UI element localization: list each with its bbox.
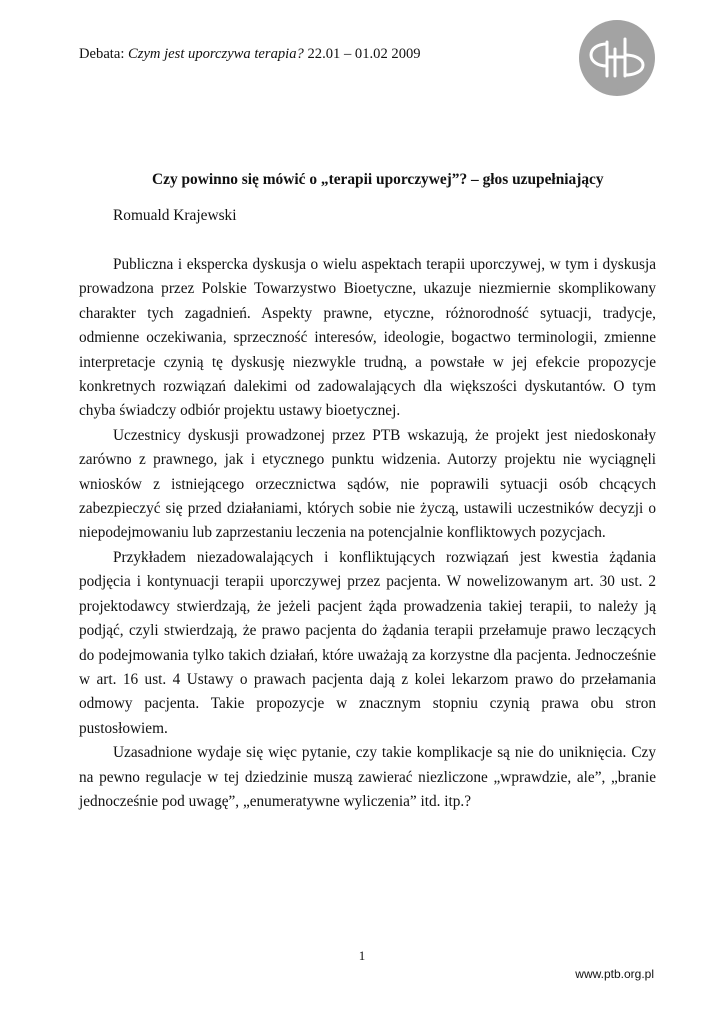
paragraph: Przykładem niezadowalających i konfliktujących rozwiązań jest kwestia żądania podjęcia i kontynuacji terapii uporczywej przez pacjenta. W nowelizowanym art. 30 ust. 2 projektodawcy stwierdzają, że jeżeli pacjent żąda prowadzenia takiej terapii, to należy ją podjąć, czyli stwierdzają, że prawo pacjenta do żądania terapii przełamuje prawo leczących do podejmowania tylko takich działań, które uważają za korzystne dla pacjenta. Jednocześnie w art. 16 ust. 4 Ustawy o prawach pacjenta dają z kolei lekarzom prawo do przełamania odmowy pacjenta. Takie propozycje w znacznym stopniu czynią prawa obu stron pustosłowiem. <box>79 548 656 737</box>
paragraph: Publiczna i ekspercka dyskusja o wielu aspektach terapii uporczywej, w tym i dyskusja prowadzona przez Polskie Towarzystwo Bioetyczne, ukazuje niezmiernie skomplikowany charakter tych zagadnień. Aspekty prawne, etyczne, różnorodność sytuacji, tradycje, odmienne oczekiwania, sprzeczność interesów, ideologie, bogactwo terminologii, zmienne interpretacje czynią tę dyskusję niezwykle trudną, a powstałe w jej efekcie propozycje konkretnych rozwiązań dalekimi od zadowalających dla większości dyskutantów. O tym chyba świadczy odbiór projektu ustawy bioetycznej. <box>79 256 656 420</box>
website-url: www.ptb.org.pl <box>575 967 654 981</box>
paragraph: Uzasadnione wydaje się więc pytanie, czy takie komplikacje są nie do uniknięcia. Czy na pewno regulacje w tej dziedzinie muszą zawierać niezliczone „wprawdzie, ale”, „branie jednocześnie pod uwagę”, „enumeratywne wyliczenia” itd. itp.? <box>79 744 656 810</box>
page-header <box>79 44 421 64</box>
header-dates: 22.01 – 01.02 2009 <box>303 46 421 62</box>
article-author: Romuald Krajewski <box>113 207 237 224</box>
article-body <box>79 253 656 814</box>
paragraph: Uczestnicy dyskusji prowadzonej przez PTB wskazują, że projekt jest niedoskonały zarówno z prawnego, jak i etycznego punktu widzenia. Autorzy projektu nie wyciągnęli wniosków z istniejącego orzecznictwa sądów, nie poprawili sytuacji osób chcących zabezpieczyć się przed działaniami, których sobie nie życzą, ustawili uczestników decyzji o niepodejmowaniu lub zaprzestaniu leczenia na potencjalnie konfliktowych pozycjach. <box>79 426 656 542</box>
svg-text:ptb: ptb <box>612 89 622 95</box>
page-number: 1 <box>358 948 366 963</box>
article-title: Czy powinno się mówić o „terapii uporczywej”? – głos uzupełniający <box>152 171 604 188</box>
header-debate-title: Czym jest uporczywa terapia? <box>128 46 304 62</box>
ptb-logo-icon <box>577 19 657 97</box>
header-prefix: Debata: <box>79 46 129 62</box>
